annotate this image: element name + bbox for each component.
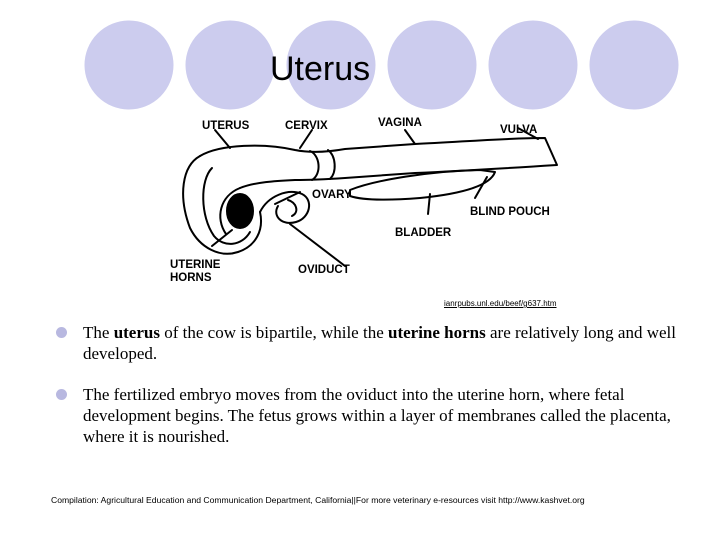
label-cervix: CERVIX (285, 120, 328, 132)
tract-outline (200, 138, 557, 188)
decor-circle (385, 18, 479, 110)
label-blind-pouch: BLIND POUCH (470, 206, 550, 218)
term-uterus: uterus (113, 323, 160, 342)
bullet-list (55, 322, 695, 447)
bladder-outline (350, 170, 495, 200)
decor-circle (82, 18, 176, 110)
label-oviduct: OVIDUCT (298, 264, 350, 276)
bullet-icon (56, 327, 67, 338)
decor-circle (587, 18, 681, 110)
label-uterus: UTERUS (202, 120, 250, 132)
label-horns: HORNS (170, 272, 212, 284)
oviduct-shape (260, 192, 309, 223)
bullet-item: The uterus of the cow is bipartile, while the uterine horns are relatively long and well developed. (55, 322, 695, 364)
bullet-icon (56, 389, 67, 400)
decor-circle (183, 18, 277, 110)
bullet-item: The fertilized embryo moves from the oviduct into the uterine horn, where fetal development begins. The fetus grows within a layer of membranes called the placenta, where it is nourished. (55, 384, 695, 447)
label-vagina: VAGINA (378, 117, 422, 129)
footer-credit: Compilation: Agricultural Education and Communication Department, California||For more veterinary e-resources visit http://www.kashvet.org (51, 495, 585, 505)
source-link[interactable]: ianrpubs.unl.edu/beef/g637.htm (444, 299, 557, 308)
ovary-shape (227, 194, 253, 228)
label-vulva: VULVA (500, 124, 538, 136)
label-bladder: BLADDER (395, 227, 452, 239)
uterus-diagram (160, 108, 590, 288)
cervix-outline (310, 151, 319, 180)
slide-title: Uterus (270, 50, 371, 88)
label-ovary: OVARY (312, 189, 352, 201)
label-uterine: UTERINE (170, 259, 221, 271)
decor-circle (486, 18, 580, 110)
term-uterine-horns: uterine horns (388, 323, 486, 342)
